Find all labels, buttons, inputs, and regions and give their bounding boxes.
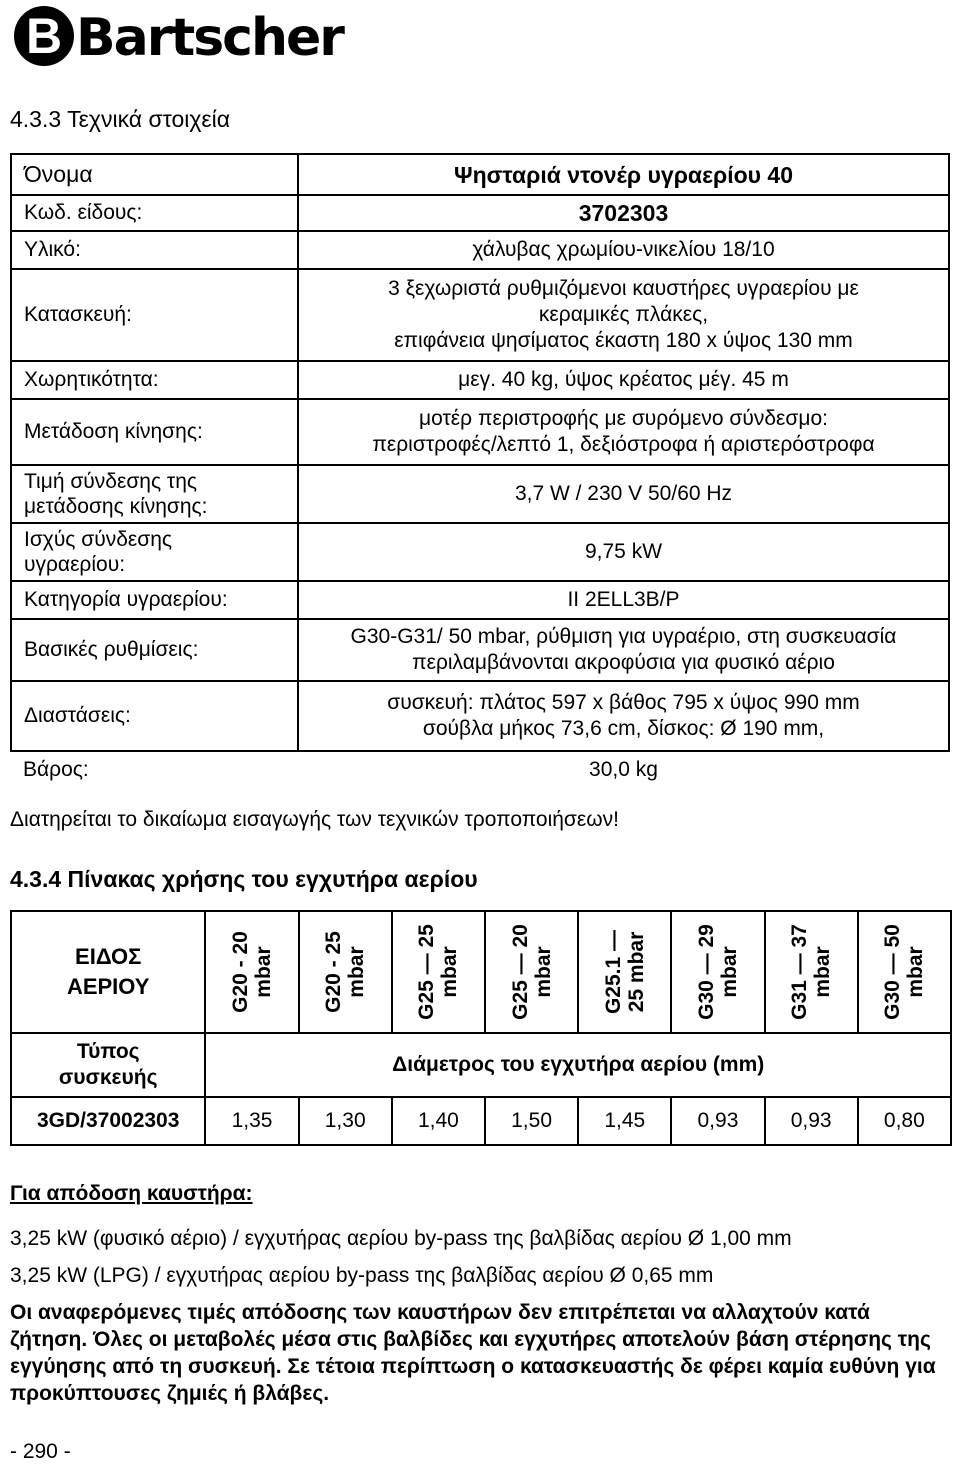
gas-type-header: ΕΙΔΟΣ ΑΕΡΙΟΥ (11, 911, 205, 1033)
device-type-cell: 3GD/37002303 (11, 1097, 205, 1145)
spec-label-line: μετάδοσης κίνησης: (24, 495, 208, 518)
spec-row-construction (11, 269, 949, 361)
brand-logo (14, 6, 343, 70)
diameter-cell: 1,50 (485, 1097, 578, 1145)
spec-value: 3702303 (298, 195, 949, 231)
diameter-cell: 0,93 (765, 1097, 858, 1145)
gas-column-header (671, 911, 764, 1033)
gas-column-header (858, 911, 951, 1033)
diameter-cell: 1,30 (299, 1097, 392, 1145)
spec-value (298, 619, 949, 681)
burner-performance-line: 3,25 kW (LPG) / εγχυτήρας αερίου by-pass της βαλβίδας αερίου Ø 0,65 mm (10, 1264, 714, 1287)
gas-column-label: G25 — 25 mbar (415, 924, 462, 1020)
gas-column-header (392, 911, 485, 1033)
diameter-cell: 1,40 (392, 1097, 485, 1145)
spec-row-drive-power (11, 465, 949, 523)
burner-performance-line: 3,25 kW (φυσικό αέριο) / εγχυτήρας αερίου by-pass της βαλβίδας αερίου Ø 1,00 mm (10, 1227, 792, 1250)
spec-label: Υλικό: (11, 231, 298, 269)
spec-row-weight (11, 751, 949, 787)
warranty-note: Οι αναφερόμενες τιμές απόδοσης των καυστήρων δεν επιτρέπεται να αλλαχτούν κατά ζήτηση. Όλες οι μεταβολές μέσα στις βαλβίδες και εγχυτήρες αποτελούν βάση στέρησης της εγγύησης από τη συσκευή. Σε τέτοια περίπτωση ο κατασκευαστής δε φέρει καμία ευθύνη για προκύπτουσες ζημιές ή βλάβες. (10, 1301, 936, 1405)
gas-column-header (765, 911, 858, 1033)
spec-row-gas-power (11, 523, 949, 581)
spec-value-line: σούβλα μήκος 73,6 cm, δίσκος: Ø 190 mm, (422, 717, 825, 740)
gas-column-label: G30 — 29 mbar (694, 924, 741, 1020)
spec-label-line: υγραερίου: (24, 553, 126, 576)
spec-label: Βάρος: (23, 757, 89, 781)
section-433-title: 4.3.3 Τεχνικά στοιχεία (10, 106, 231, 132)
spec-label: Χωρητικότητα: (11, 361, 298, 399)
spec-label: Κατασκευή: (11, 269, 298, 361)
spec-value (298, 681, 949, 751)
gas-column-header (578, 911, 671, 1033)
spec-value-line: κεραμικές πλάκες, (538, 303, 709, 326)
spec-label: Κωδ. είδους: (11, 195, 298, 231)
spec-value: II 2ELL3B/P (298, 581, 949, 619)
spec-value-line: επιφάνεια ψησίματος έκαστη 180 x ύψος 130 mm (394, 329, 853, 352)
spec-value (298, 399, 949, 465)
gas-column-header (485, 911, 578, 1033)
spec-value-line: μοτέρ περιστροφής με συρόμενο σύνδεσμο: (419, 407, 828, 430)
gas-column-header (299, 911, 392, 1033)
spec-value: 30,0 kg (589, 757, 658, 781)
spec-label: Όνομα (11, 154, 298, 195)
spec-label (11, 465, 298, 523)
spec-row-basic-settings (11, 619, 949, 681)
spec-row-gas-category (11, 581, 949, 619)
spec-value: μεγ. 40 kg, ύψος κρέατος μέγ. 45 m (298, 361, 949, 399)
diameter-cell: 1,35 (205, 1097, 298, 1145)
spec-label: Μετάδοση κίνησης: (11, 399, 298, 465)
gas-column-label: G25 — 20 mbar (508, 924, 555, 1020)
gas-column-label: G20 - 25 mbar (322, 931, 369, 1013)
spec-value: Ψησταριά ντονέρ υγραερίου 40 (298, 154, 949, 195)
section-434-title: 4.3.4 Πίνακας χρήσης του εγχυτήρα αερίου (10, 866, 478, 892)
spec-value (298, 269, 949, 361)
gas-column-label: G31 — 37 mbar (788, 924, 835, 1020)
diameter-cell: 1,45 (578, 1097, 671, 1145)
spec-row-drive (11, 399, 949, 465)
spec-value: 3,7 W / 230 V 50/60 Hz (298, 465, 949, 523)
spec-label: Διαστάσεις: (11, 681, 298, 751)
diameter-header: Διάμετρος του εγχυτήρα αερίου (mm) (205, 1033, 951, 1097)
jet-subheader-row (11, 1033, 951, 1097)
tech-specs-table (10, 153, 950, 787)
logo-mark: B (14, 6, 74, 66)
spec-label: Βασικές ρυθμίσεις: (11, 619, 298, 681)
spec-value: 9,75 kW (298, 523, 949, 581)
spec-value: χάλυβας χρωμίου-νικελίου 18/10 (298, 231, 949, 269)
reserve-note: Διατηρείται το δικαίωμα εισαγωγής των τεχνικών τροποποιήσεων! (10, 808, 619, 831)
diameter-cell: 0,93 (671, 1097, 764, 1145)
spec-value-line: G30-G31/ 50 mbar, ρύθμιση για υγραέριο, στη συσκευασία (350, 625, 897, 648)
spec-value-line: περιστροφές/λεπτό 1, δεξιόστροφα ή αριστερόστροφα (372, 433, 875, 456)
spec-row-code (11, 195, 949, 231)
logo-text: Bartscher (76, 8, 343, 68)
spec-label-line: Τιμή σύνδεσης της (24, 470, 198, 493)
spec-row-name (11, 154, 949, 195)
burner-performance-title: Για απόδοση καυστήρα: (10, 1182, 253, 1205)
gas-column-label: G25.1 — 25 mbar (601, 929, 648, 1015)
gas-column-label: G20 - 20 mbar (229, 931, 275, 1013)
spec-row-capacity (11, 361, 949, 399)
page-number: - 290 - (10, 1440, 71, 1463)
jet-table (10, 910, 952, 1146)
spec-label (11, 523, 298, 581)
spec-label-line: Ισχύς σύνδεσης (24, 528, 173, 551)
spec-value-line: 3 ξεχωριστά ρυθμιζόμενοι καυστήρες υγραερίου με (388, 277, 859, 300)
spec-row-dimensions (11, 681, 949, 751)
device-type-header: Τύπος συσκευής (11, 1033, 205, 1097)
gas-column-label: G30 — 50 mbar (881, 924, 928, 1020)
spec-label: Κατηγορία υγραερίου: (11, 581, 298, 619)
jet-header-row (11, 911, 951, 1033)
gas-column-header (205, 911, 298, 1033)
table-row (11, 1097, 951, 1145)
spec-value-line: περιλαμβάνονται ακροφύσια για φυσικό αέριο (412, 651, 835, 674)
diameter-cell: 0,80 (858, 1097, 951, 1145)
spec-value-line: συσκευή: πλάτος 597 x βάθος 795 x ύψος 990 mm (387, 691, 860, 714)
spec-row-material (11, 231, 949, 269)
